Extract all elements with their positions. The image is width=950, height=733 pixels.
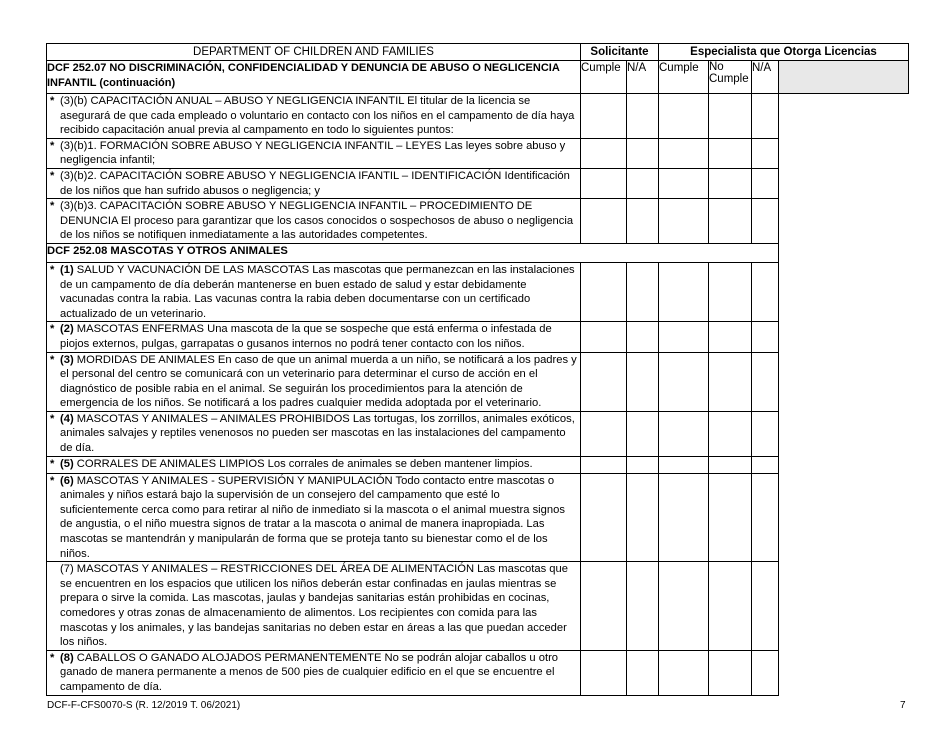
requirement-cell xyxy=(47,138,581,168)
required-marker: * xyxy=(50,412,55,425)
especialista-no-cumple-cell[interactable] xyxy=(709,352,752,411)
especialista-cumple-cell[interactable] xyxy=(659,411,709,456)
especialista-no-cumple-cell[interactable] xyxy=(709,411,752,456)
table-row xyxy=(47,138,909,168)
especialista-header: Especialista que Otorga Licencias xyxy=(659,44,909,61)
especialista-no-cumple-cell[interactable] xyxy=(709,262,752,321)
form-id: DCF-F-CFS0070-S (R. 12/2019 T. 06/2021) xyxy=(47,700,241,711)
requirement-cell xyxy=(47,322,581,352)
solicitante-na-cell[interactable] xyxy=(627,322,659,352)
solicitante-cumple-cell[interactable] xyxy=(581,456,627,473)
solicitante-na-cell[interactable] xyxy=(627,473,659,562)
required-marker xyxy=(50,562,60,650)
especialista-na-cell[interactable] xyxy=(752,138,779,168)
especialista-na-cell[interactable] xyxy=(752,650,779,695)
solicitante-na-cell[interactable] xyxy=(627,650,659,695)
rule-number: (8) xyxy=(60,651,74,664)
especialista-no-cumple-cell[interactable] xyxy=(709,94,752,139)
solicitante-cumple-cell[interactable] xyxy=(581,168,627,198)
solicitante-na-cell[interactable] xyxy=(627,168,659,198)
especialista-cumple-cell[interactable] xyxy=(659,352,709,411)
especialista-no-cumple-cell[interactable] xyxy=(709,168,752,198)
solicitante-cumple-cell[interactable] xyxy=(581,411,627,456)
requirement-text: (3)(b)2. CAPACITACIÓN SOBRE ABUSO Y NEGLIGENCIA IFANTIL – IDENTIFICACIÓN Identificación de los niños que han sufrido abusos o negligencia; y xyxy=(60,169,570,197)
no-cumple-label: No Cumple xyxy=(709,61,752,94)
header-row xyxy=(47,44,909,61)
especialista-na-cell[interactable] xyxy=(752,168,779,198)
table-row xyxy=(47,456,909,473)
table-row xyxy=(47,168,909,198)
especialista-na-cell[interactable] xyxy=(752,262,779,321)
especialista-no-cumple-cell[interactable] xyxy=(709,322,752,352)
na-label-2: N/A xyxy=(752,61,779,94)
required-marker: * xyxy=(50,169,55,182)
especialista-na-cell[interactable] xyxy=(752,94,779,139)
required-marker: * xyxy=(50,323,55,336)
required-marker: * xyxy=(50,263,55,276)
requirement-cell xyxy=(47,168,581,198)
required-marker: * xyxy=(50,651,55,664)
solicitante-header: Solicitante xyxy=(581,44,659,61)
requirement-text: (3)(b)1. FORMACIÓN SOBRE ABUSO Y NEGLIGENCIA INFANTIL – LEYES Las leyes sobre abuso y negligencia infantil; xyxy=(60,139,566,167)
table-row xyxy=(47,352,909,411)
requirement-text: (3)(b)3. CAPACITACIÓN SOBRE ABUSO Y NEGLIGENCIA INFANTIL – PROCEDIMIENTO DE DENUNCIA El proceso para garantizar que los casos conocidos o sospechosos de abuso o negligencia de los niños se notifiquen inmediatamente a las autoridades competentes. xyxy=(60,200,574,242)
table-row xyxy=(47,411,909,456)
rule-number: (6) xyxy=(60,474,74,487)
especialista-cumple-cell[interactable] xyxy=(659,199,709,244)
solicitante-na-cell[interactable] xyxy=(627,94,659,139)
requirement-text: (3)(b) CAPACITACIÓN ANUAL – ABUSO Y NEGLIGENCIA INFANTIL El titular de la licencia se asegurará de que cada empleado o voluntario en contacto con los niños en el campamento de día haya recibido capacitación anual previa al campamento en todo lo siguientes puntos: xyxy=(60,95,575,137)
requirement-cell xyxy=(47,262,581,321)
solicitante-na-cell[interactable] xyxy=(627,199,659,244)
especialista-no-cumple-cell[interactable] xyxy=(709,562,752,651)
especialista-no-cumple-cell[interactable] xyxy=(709,650,752,695)
requirement-text: MASCOTAS Y ANIMALES – ANIMALES PROHIBIDOS Las tortugas, los zorrillos, animales exóticos, animales salvajes y reptiles venenosos no pueden ser mascotas en las instalaciones del campamento de día. xyxy=(60,412,575,455)
solicitante-cumple-cell[interactable] xyxy=(581,322,627,352)
especialista-cumple-cell[interactable] xyxy=(659,322,709,352)
requirement-cell xyxy=(47,199,581,244)
especialista-cumple-cell[interactable] xyxy=(659,562,709,651)
requirement-cell xyxy=(47,94,581,139)
requirement-text: MASCOTAS Y ANIMALES - SUPERVISIÓN Y MANIPULACIÓN Todo contacto entre mascotas o animales y niños estará bajo la supervisión de un consejero del campamento que esté lo suficientemente cerca como para retirar al niño de inmediato si la mascota o el animal muestra signos de angustia, o el niño muestra signos de tratar a la mascota o animal de manera inapropiada. Las mascotas se mantendrán y manipularán de forma que se proteja tanto su bienestar como el de los niños. xyxy=(60,474,565,560)
especialista-no-cumple-cell[interactable] xyxy=(709,138,752,168)
table-row xyxy=(47,322,909,352)
table-row xyxy=(47,650,909,695)
requirement-cell xyxy=(47,650,581,695)
especialista-na-cell[interactable] xyxy=(752,411,779,456)
rule-number: (1) xyxy=(60,263,74,276)
especialista-na-cell[interactable] xyxy=(752,352,779,411)
requirement-cell xyxy=(47,352,581,411)
solicitante-cumple-cell[interactable] xyxy=(581,262,627,321)
solicitante-cumple-cell[interactable] xyxy=(581,94,627,139)
especialista-no-cumple-cell[interactable] xyxy=(709,473,752,562)
especialista-cumple-cell[interactable] xyxy=(659,94,709,139)
especialista-na-cell[interactable] xyxy=(752,562,779,651)
department-name: DEPARTMENT OF CHILDREN AND FAMILIES xyxy=(47,44,581,61)
required-marker: * xyxy=(50,95,55,107)
na-label: N/A xyxy=(627,61,659,94)
subheader-row xyxy=(47,61,909,94)
requirement-text: MASCOTAS ENFERMAS Una mascota de la que se sospeche que está enferma o infestada de piojos externos, pulgas, garrapatas o gusanos internos no podrá tener contacto con los niños. xyxy=(60,323,552,350)
especialista-cumple-cell[interactable] xyxy=(659,473,709,562)
requirement-text: (7) MASCOTAS Y ANIMALES – RESTRICCIONES DEL ÁREA DE ALIMENTACIÓN Las mascotas que se encuentren en los espacios que utilicen los niños deberán estar confinadas en jaulas mientras se prepara o sirve la comida. Las mascotas, jaulas y bandejas sanitarias están prohibidas en cocinas, comedores y otras zonas de almacenamiento de alimentos. Los recipientes con comida para las mascotas y los animales, y las bandejas sanitarias no deben estar en áreas a las que puedan acceder los niños. xyxy=(60,563,568,649)
checklist-table xyxy=(46,43,909,696)
solicitante-cumple-cell[interactable] xyxy=(581,199,627,244)
requirement-cell xyxy=(47,473,581,562)
especialista-na-cell[interactable] xyxy=(752,322,779,352)
solicitante-cumple-cell[interactable] xyxy=(581,650,627,695)
solicitante-cumple-cell[interactable] xyxy=(581,138,627,168)
especialista-na-cell[interactable] xyxy=(752,456,779,473)
gray-margin xyxy=(779,61,909,94)
especialista-cumple-cell[interactable] xyxy=(659,262,709,321)
solicitante-na-cell[interactable] xyxy=(627,456,659,473)
requirement-cell xyxy=(47,456,581,473)
section-header-row xyxy=(47,243,909,262)
especialista-cumple-cell[interactable] xyxy=(659,650,709,695)
cumple-label-2: Cumple xyxy=(659,61,709,94)
table-row xyxy=(47,94,909,139)
rule-number: (3) xyxy=(60,353,74,366)
solicitante-na-cell[interactable] xyxy=(627,262,659,321)
rule-number: (2) xyxy=(60,323,74,336)
especialista-cumple-cell[interactable] xyxy=(659,168,709,198)
page-number: 7 xyxy=(900,700,906,711)
especialista-no-cumple-cell[interactable] xyxy=(709,456,752,473)
table-row xyxy=(47,562,909,651)
solicitante-na-cell[interactable] xyxy=(627,352,659,411)
section-title: DCF 252.07 NO DISCRIMINACIÓN, CONFIDENCIALIDAD Y DENUNCIA DE ABUSO O NEGLICENCIA INFANTIL (continuación) xyxy=(47,61,581,94)
solicitante-cumple-cell[interactable] xyxy=(581,473,627,562)
required-marker: * xyxy=(50,353,55,366)
required-marker: * xyxy=(50,200,55,213)
table-row xyxy=(47,473,909,562)
required-marker: * xyxy=(50,474,55,487)
especialista-na-cell[interactable] xyxy=(752,473,779,562)
table-row xyxy=(47,199,909,244)
rule-number: (5) xyxy=(60,457,74,470)
requirement-cell xyxy=(47,562,581,651)
requirement-cell xyxy=(47,411,581,456)
solicitante-na-cell[interactable] xyxy=(627,562,659,651)
especialista-no-cumple-cell[interactable] xyxy=(709,199,752,244)
requirement-text: MORDIDAS DE ANIMALES En caso de que un animal muerda a un niño, se notificará a los padres y el personal del centro se comunicará con un veterinario para determinar el curso de acción en el diagnóstico de posible rabia en el animal. Se seguirán los procedimientos para la atención de emergencia de los niños. Se notificará a los padres cualquier medida adoptada por el veterinario. xyxy=(60,353,577,410)
table-row xyxy=(47,262,909,321)
especialista-cumple-cell[interactable] xyxy=(659,138,709,168)
requirement-text: SALUD Y VACUNACIÓN DE LAS MASCOTAS Las mascotas que permanezcan en las instalaciones de un campamento de día deberán mantenerse en buen estado de salud y estar debidamente vacunadas contra la rabia. Las vacunas contra la rabia deben documentarse con un certificado actualizado de un veterinario. xyxy=(60,263,575,320)
solicitante-cumple-cell[interactable] xyxy=(581,562,627,651)
especialista-cumple-cell[interactable] xyxy=(659,456,709,473)
section-2-title: DCF 252.08 MASCOTAS Y OTROS ANIMALES xyxy=(47,243,779,262)
requirement-text: CABALLOS O GANADO ALOJADOS PERMANENTEMENTE No se podrán alojar caballos u otro ganado de manera permanente a menos de 500 pies de cualquier edificio en el que se encuentre el campamento de día. xyxy=(60,651,559,693)
requirement-text: CORRALES DE ANIMALES LIMPIOS Los corrales de animales se deben mantener limpios. xyxy=(76,457,533,470)
rule-number: (4) xyxy=(60,412,74,425)
required-marker: * xyxy=(50,139,55,152)
solicitante-cumple-cell[interactable] xyxy=(581,352,627,411)
solicitante-na-cell[interactable] xyxy=(627,411,659,456)
solicitante-na-cell[interactable] xyxy=(627,138,659,168)
cumple-label: Cumple xyxy=(581,61,627,94)
required-marker: * xyxy=(50,457,55,470)
especialista-na-cell[interactable] xyxy=(752,199,779,244)
